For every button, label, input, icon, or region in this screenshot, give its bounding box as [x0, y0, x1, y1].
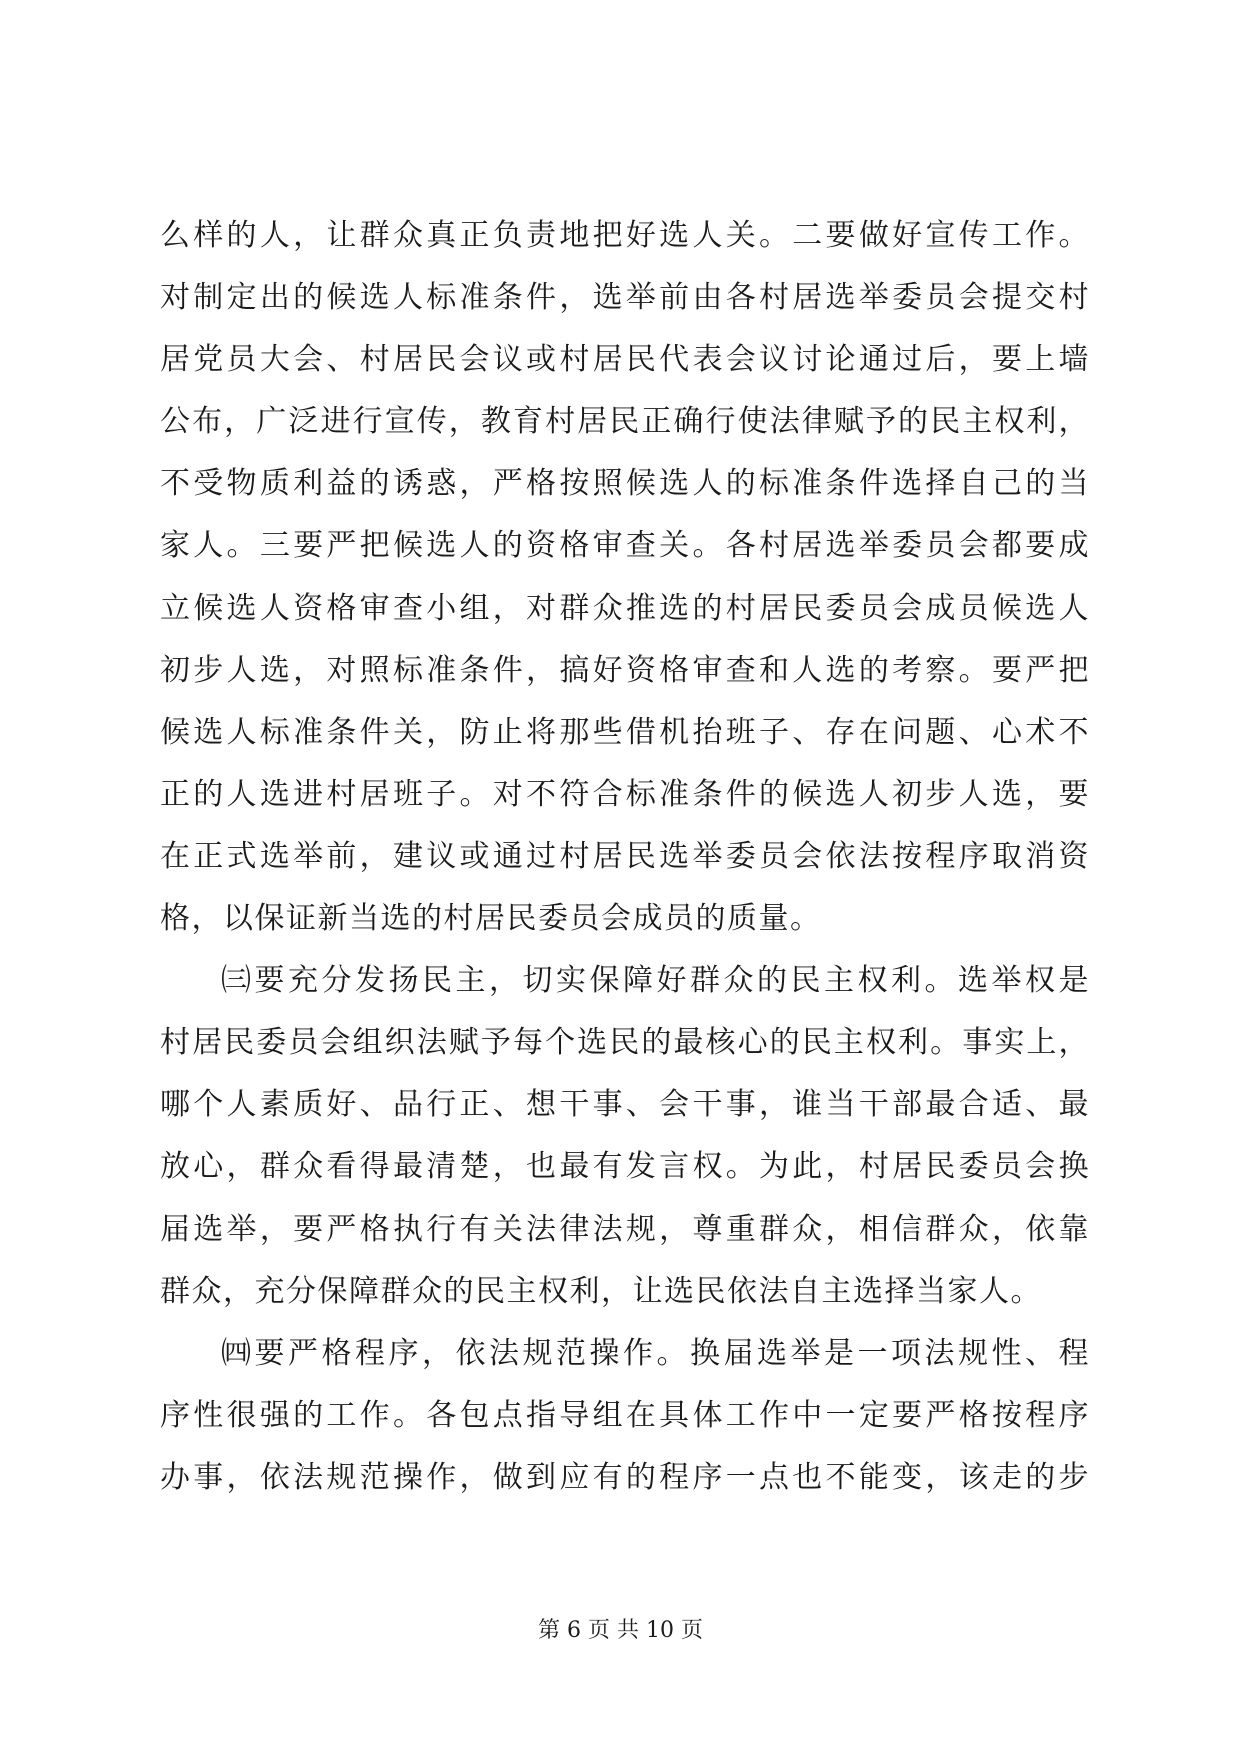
paragraph-1-line-12: 格，以保证新当选的村居民委员会成员的质量。: [160, 901, 822, 937]
paragraph-1-line-7: 立候选人资格审查小组，对群众推选的村居民委员会成员候选人: [160, 590, 1090, 626]
paragraph-2-line-4: 放心，群众看得最清楚，也最有发言权。为此，村居民委员会换: [160, 1149, 1090, 1185]
paragraph-3-line-3: 办事，依法规范操作，做到应有的程序一点也不能变，该走的步: [160, 1459, 1090, 1495]
paragraph-1-line-3: 居党员大会、村居民会议或村居民代表会议讨论通过后，要上墙: [160, 342, 1090, 378]
paragraph-1-line-1: 么样的人，让群众真正负责地把好选人关。二要做好宣传工作。: [160, 218, 1090, 253]
paragraph-1-line-4: 公布，广泛进行宣传，教育村居民正确行使法律赋予的民主权利，: [160, 404, 1090, 440]
paragraph-2-line-1: ㈢要充分发扬民主，切实保障好群众的民主权利。选举权是: [221, 963, 1090, 999]
paragraph-1-line-2: 对制定出的候选人标准条件，选举前由各村居选举委员会提交村: [160, 280, 1090, 316]
page-number-footer: 第 6 页 共 10 页: [538, 1618, 703, 1643]
paragraph-3-line-2: 序性很强的工作。各包点指导组在具体工作中一定要严格按程序: [160, 1397, 1090, 1433]
paragraph-1-line-8: 初步人选，对照标准条件，搞好资格审查和人选的考察。要严把: [160, 652, 1090, 688]
paragraph-2-line-6: 群众，充分保障群众的民主权利，让选民依法自主选择当家人。: [160, 1273, 1042, 1309]
paragraph-2-line-5: 届选举，要严格执行有关法律法规，尊重群众，相信群众，依靠: [160, 1211, 1090, 1247]
paragraph-2-line-2: 村居民委员会组织法赋予每个选民的最核心的民主权利。事实上，: [160, 1025, 1090, 1061]
paragraph-1-line-6: 家人。三要严把候选人的资格审查关。各村居选举委员会都要成: [160, 528, 1090, 564]
paragraph-3-line-1: ㈣要严格程序，依法规范操作。换届选举是一项法规性、程: [221, 1335, 1090, 1371]
document-body: [160, 205, 1090, 1509]
paragraph-2-line-3: 哪个人素质好、品行正、想干事、会干事，谁当干部最合适、最: [160, 1087, 1090, 1123]
paragraph-1-line-11: 在正式选举前，建议或通过村居民选举委员会依法按程序取消资: [160, 838, 1090, 874]
paragraph-1-line-10: 正的人选进村居班子。对不符合标准条件的候选人初步人选，要: [160, 776, 1090, 812]
paragraph-1-line-5: 不受物质利益的诱惑，严格按照候选人的标准条件选择自己的当: [160, 466, 1090, 502]
paragraph-1-line-9: 候选人标准条件关，防止将那些借机抬班子、存在问题、心术不: [160, 714, 1090, 750]
